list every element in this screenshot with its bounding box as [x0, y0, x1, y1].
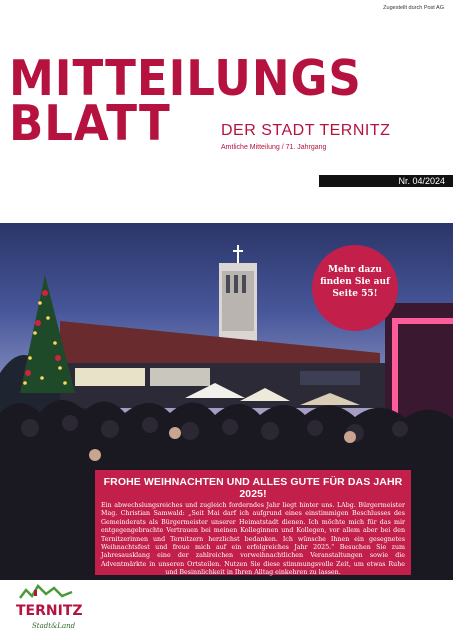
publication-meta: Amtliche Mitteilung / 71. Jahrgang — [221, 144, 327, 151]
svg-text:Stadt&Land: Stadt&Land — [32, 622, 76, 630]
greeting-headline: FROHE WEIHNACHTEN UND ALLES GUTE FÜR DAS JAHR 2025! — [103, 476, 403, 500]
issue-number: Nr. 04/2024 — [319, 175, 453, 187]
city-name: DER STADT TERNITZ — [221, 122, 391, 139]
greeting-body: Ein abwechslungsreiches und zugleich forderndes Jahr liegt hinter uns. LAbg. Bürgermeister Mag. Christian Samwald: „Seit Mai darf ich aufgrund eines einstimmigen Beschlusses des Gemeinderats als Bürgermeister unserer Heimatstadt dienen. Ich möchte mich für das mir entgegengebrachte Vertrauen bei meinen Kolleginnen und Kollegen, vor allem aber bei den Ternitzerinnen und Ternitzern herzlichst bedanken. Ich wünsche Ihnen ein gesegnetes Weihnachtsfest und freue mich auf ein erfolgreiches Jahr 2025.“ Besuchen Sie zum Jahresausklang eine der zahlreichen vorweihnachtlichen Veranstaltungen sowie die Adventmärkte in unseren Ortsteilen. Nutzen Sie diese stimmungsvolle Zeit, um etwas Ruhe und Besinnlichkeit in Ihren Alltag einkehren zu lassen. — [101, 502, 405, 577]
svg-text:TERNITZ: TERNITZ — [16, 603, 82, 619]
greeting-textbox — [95, 470, 411, 575]
title-line-2: BLATT — [9, 95, 171, 153]
badge-line-3: Seite 55! — [332, 289, 378, 299]
ternitz-logo-graphic — [12, 580, 82, 635]
postal-note: Zugestellt durch Post AG — [383, 5, 444, 11]
page-reference-badge — [312, 245, 398, 331]
badge-line-2: finden Sie auf — [320, 277, 390, 287]
masthead-subtitle — [221, 122, 390, 151]
ternitz-logo — [12, 580, 82, 635]
badge-line-1: Mehr dazu — [328, 265, 382, 275]
title-line-1: MITTEILUNGS — [9, 50, 362, 107]
